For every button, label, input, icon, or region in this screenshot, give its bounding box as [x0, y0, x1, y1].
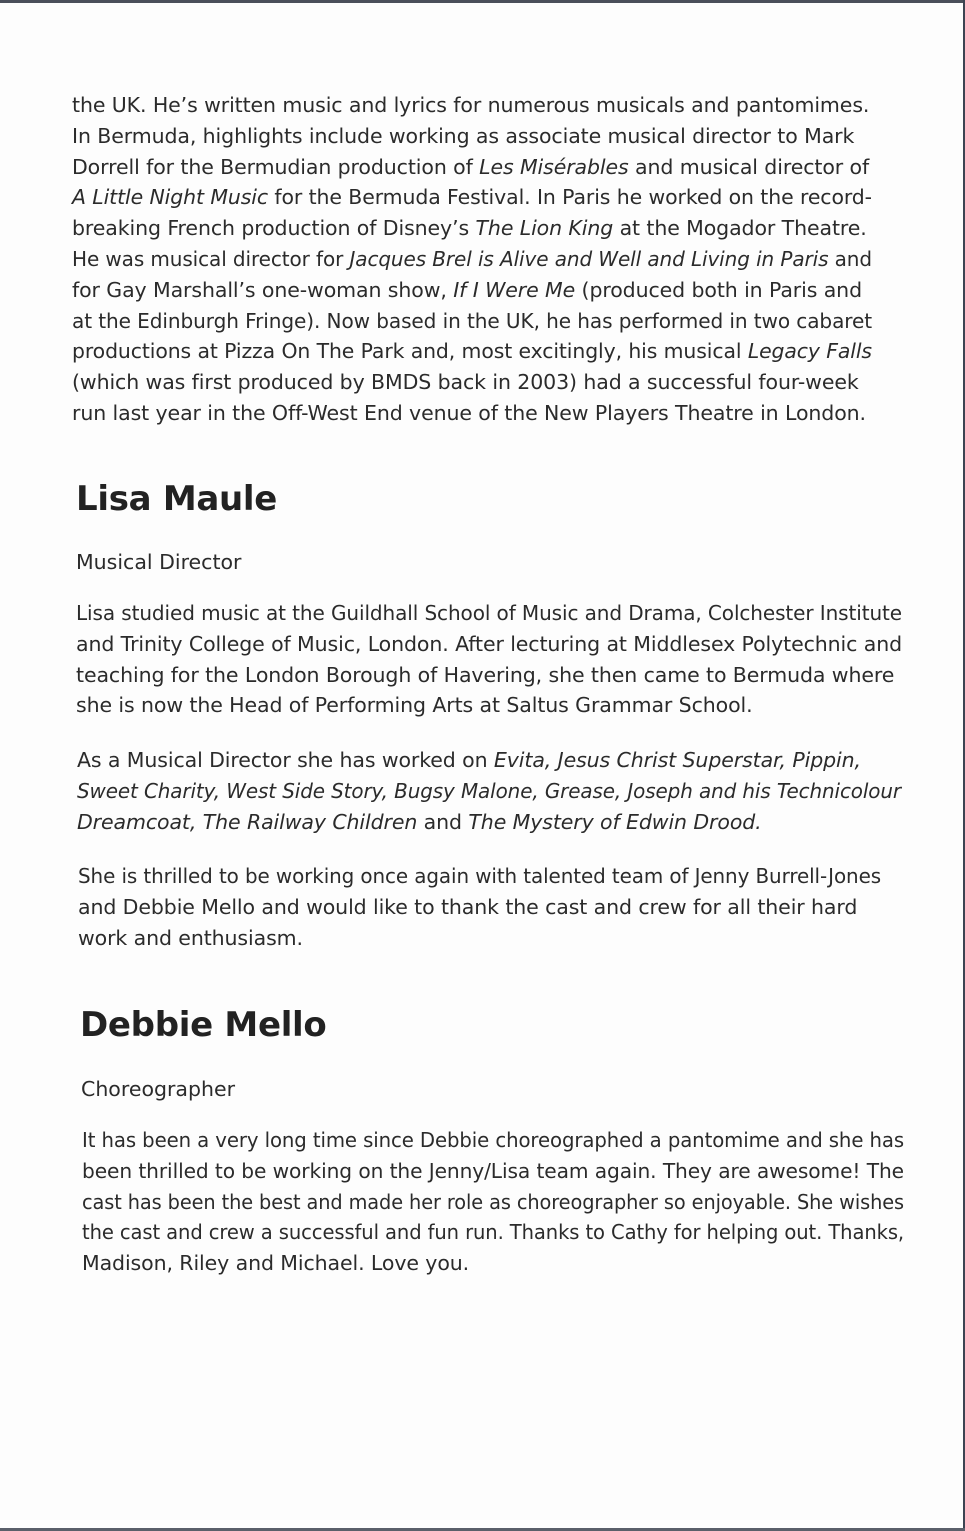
italic-title: Dreamcoat, The Railway Children — [77, 809, 418, 834]
text-line — [82, 1156, 941, 1187]
text-line — [72, 182, 890, 213]
italic-title: The Mystery of Edwin Drood. — [468, 809, 762, 834]
text-run: teaching for the London Borough of Havering, she then came to Bermuda where — [76, 662, 895, 687]
text-run: at the Mogador Theatre. — [613, 216, 867, 241]
text-run: and musical director of — [628, 154, 870, 179]
text-run: He was musical director for — [72, 246, 350, 271]
text-run: As a Musical Director she has worked on — [77, 748, 494, 772]
text-line — [72, 275, 892, 306]
text-run: for Gay Marshall’s one-woman show, — [72, 277, 454, 302]
text-run: cast has been the best and made her role as choreographer so enjoyable. She wishes — [82, 1189, 904, 1214]
text-line — [82, 1248, 955, 1279]
italic-title: Jacques Brel is Alive and Well and Living in Paris — [349, 246, 829, 271]
text-run: been thrilled to be working on the Jenny/Lisa team again. They are awesome! The — [82, 1158, 904, 1183]
text-line — [72, 213, 892, 244]
text-line — [78, 923, 905, 954]
text-line — [72, 336, 888, 367]
text-run: run last year in the Off-West End venue of the New Players Theatre in London. — [72, 400, 866, 425]
text-run: and — [417, 809, 469, 834]
lisa-bio-paragraph-2 — [77, 745, 925, 837]
text-line — [72, 90, 892, 121]
debbie-mello-heading: Debbie Mello — [80, 1005, 327, 1045]
text-line — [82, 1217, 913, 1248]
italic-title: If I Were Me — [453, 277, 576, 302]
lisa-bio-paragraph-3 — [78, 861, 905, 953]
text-run: work and enthusiasm. — [78, 925, 303, 950]
scan-top-edge — [0, 0, 965, 3]
text-run: and — [828, 246, 872, 271]
lisa-maule-role: Musical Director — [76, 550, 242, 574]
text-line — [78, 861, 881, 892]
text-run: Madison, Riley and Michael. Love you. — [82, 1251, 470, 1276]
debbie-bio-paragraph-1 — [82, 1125, 955, 1279]
text-line — [72, 367, 892, 398]
italic-title: Sweet Charity, West Side Story, Bugsy Malone, Grease, Joseph and his Technicolour — [77, 778, 902, 803]
text-line — [82, 1125, 920, 1156]
italic-title: The Lion King — [475, 216, 614, 241]
text-run: for the Bermuda Festival. In Paris he worked on the record- — [268, 185, 872, 210]
text-run: and Debbie Mello and would like to thank the cast and crew for all their hard — [78, 894, 858, 919]
italic-title: A Little Night Music — [72, 185, 269, 210]
text-run: It has been a very long time since Debbie choreographed a pantomime and she has — [82, 1128, 905, 1152]
italic-title: Les Misérables — [479, 154, 629, 179]
text-run: productions at Pizza On The Park and, most excitingly, his musical — [72, 339, 748, 364]
text-run: she is now the Head of Performing Arts at Saltus Grammar School. — [76, 693, 753, 718]
text-line — [72, 306, 875, 337]
text-line — [82, 1187, 904, 1218]
text-run: and Trinity College of Music, London. After lecturing at Middlesex Polytechnic and — [76, 631, 902, 656]
debbie-mello-role: Choreographer — [81, 1077, 236, 1101]
italic-title: Evita, Jesus Christ Superstar, Pippin, — [493, 748, 861, 772]
text-run: at the Edinburgh Fringe). Now based in the UK, he has performed in two cabaret — [72, 308, 873, 333]
text-run: the UK. He’s written music and lyrics for numerous musicals and pantomimes. — [72, 93, 870, 117]
lisa-bio-paragraph-1 — [76, 598, 922, 721]
text-run: (produced both in Paris and — [575, 277, 862, 302]
italic-title: Legacy Falls — [747, 339, 872, 364]
intro-paragraph — [72, 90, 892, 429]
text-line — [77, 776, 901, 807]
text-line — [77, 807, 925, 838]
text-line — [76, 598, 902, 629]
text-line — [76, 629, 922, 660]
text-line — [72, 244, 872, 275]
text-run: Lisa studied music at the Guildhall School of Music and Drama, Colchester Institute — [76, 601, 903, 625]
text-line — [76, 690, 922, 721]
lisa-maule-heading: Lisa Maule — [76, 479, 278, 519]
text-run: Dorrell for the Bermudian production of — [72, 154, 480, 179]
text-line — [72, 121, 892, 152]
text-line — [72, 398, 892, 429]
text-run: She is thrilled to be working once again with talented team of Jenny Burrell-Jones — [78, 864, 882, 888]
text-line — [78, 892, 905, 923]
text-run: the cast and crew a successful and fun run. Thanks to Cathy for helping out. Thanks, — [82, 1220, 905, 1245]
text-run: breaking French production of Disney’s — [72, 216, 476, 241]
text-line — [72, 152, 892, 183]
text-run: In Bermuda, highlights include working as associate musical director to Mark — [72, 123, 855, 148]
text-line — [77, 745, 925, 776]
text-run: (which was first produced by BMDS back in 2003) had a successful four-week — [72, 370, 859, 395]
text-line — [76, 660, 922, 691]
